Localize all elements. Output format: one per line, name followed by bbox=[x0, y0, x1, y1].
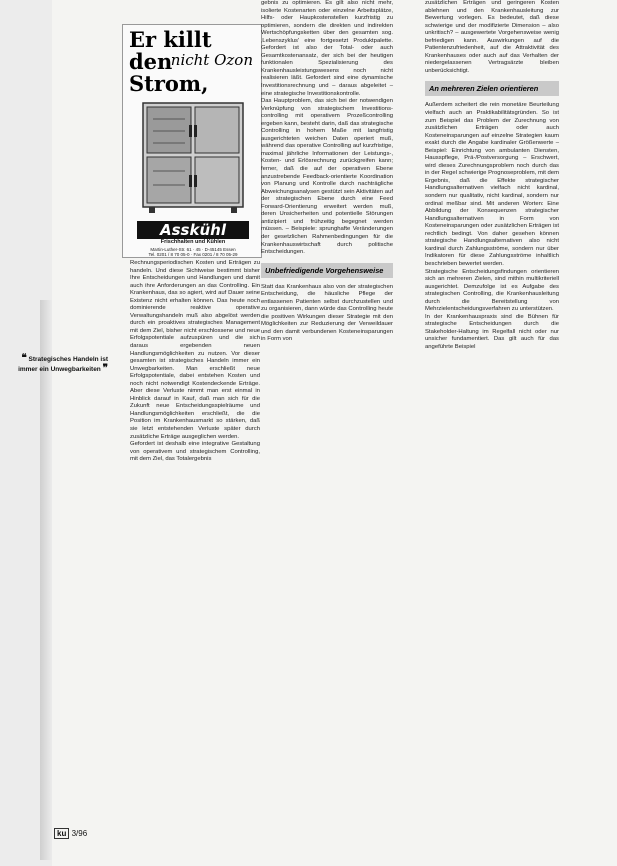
ad-address: Martin-Luther-Str. 61 · 45 · D-45145 Essen Tel. 0201 / 8 70 05-0 · Fax 0201 / 8 70 05-29 bbox=[148, 247, 238, 257]
article-column-2 bbox=[261, 0, 393, 344]
pull-quote bbox=[2, 354, 108, 374]
subheading-mehreren-zielen: An mehreren Zielen orientieren bbox=[425, 81, 559, 96]
quote-open-icon: ❝ bbox=[21, 353, 27, 364]
column-3-text-top: zusätzlichen Erträgen und geringeren Kosten ablehnen und den Krankenhausleitung zur Bewertung vorlegen. Es bedeutet, daß diese schwierige und der modifizierte Dimension – also unkritisch? – ausgewertete Vorgehensweise wenig befriedigen kann. Auswirkungen auf die Patientenzufriedenheit, auf die Attraktivität des Krankenhauses oder auch auf das Verhalten der niedergelassenen Vertragsärzte bleiben unberücksichtigt. bbox=[425, 0, 559, 74]
issue-number: 3/96 bbox=[71, 829, 88, 838]
article-column-3 bbox=[425, 0, 559, 352]
pull-quote-text: Strategisches Handeln ist immer ein Unwegbarkeiten bbox=[18, 356, 108, 373]
ad-headline: Er killt den Strom, bbox=[129, 27, 212, 96]
column-2-text-top: gebnis zu optimieren. Es gilt also nicht mehr, isolierte Kostenarten oder einzelne Arbeitsplätze, Hilfs- oder Haupkostenstellen kurzfristig zu optimieren, sondern die direkten und indirekten Wertschöpfungsketten über den gesamten sog. ‚Lebenszyklus' eine fortgesetzt Produktpalette. Gefordert ist also der Total- oder auch Gesamtkostenansatz, der sich bei der heutigen funktionalen Spezialisierung des Krankenhausleistungswesens noch nicht realisieren läßt. Gefordert sind eine dynamische Investitionsrechnung und – daraus abgeleitet – eine strategische Investitionskontrolle. Das Hauptproblem, das sich bei der notwendigen Verknüpfung von strategischem Investitions-controlling mit operativem Prozeßcontrolling ergeben kann, besteht darin, daß das strategische Controlling in hohem Maße mit langfristig ausgerichteten weichen Daten operiert muß, während das operative Controlling auf kurzfristige, maximal jährliche Informationen der Leistungs-, Kosten- und Erlösrechnung zurückgreifen kann; ferner, daß die auf der operativen Ebene anzustrebende Feedback-orientierte Koordination von Planung und Kontrolle durch nachträgliche Abweichungsanalysen gestützt sein Aktivitäten auf der strategischen Ebene durch eine Feed Forward-Orientierung erweitert werden muß, deren Unsicherheiten und potentielle Störungen antizipiert und frühzeitig begegnet werden müssen. – Beispiele: sprunghafte Veränderungen der gesetzlichen Rahmenbedingungen für die Krankenhauswirtschaft durch politische Entscheidungen. bbox=[261, 0, 393, 256]
magazine-logo-icon: ku bbox=[54, 828, 69, 839]
page-footer bbox=[54, 828, 87, 839]
ad-headline-sub: nicht Ozon bbox=[170, 51, 253, 69]
column-2-text-bottom: Statt das Krankenhaus also von der strategischen Entscheidung, die häusliche Pflege der entlassenen Patienten selbst durchzustellen und zu organisieren, dann würde das Controlling heute die positiven Wirkungen dieser Strategie mit den Möglichkeiten zur Reduzierung der Verweildauer und den damit verbundenen Kosteneinsparungen in Form von bbox=[261, 283, 393, 343]
column-3-text-bottom: Außerdem scheitert die rein monetäre Beurteilung vielfach auch an Praktikabilitätsgründen. So ist zum Beispiel das Problem der Zurechnung von zusätzlichen Erträgen oder auch Kosteneinsparungen auf einzelne Strategien kaum exakt durch die Angabe kardinaler Größenwerte – Beispiel: Einrichtung von ambulanten Diensten, Hausspflege, Prä-/Postversorgung – Erschwert, wird dieses Zurechnungsproblem noch durch das in der Regel schwierige Prognoseproblem, mit dem Ergebnis, daß die Effekte strategischer Handlungsalternativen vielfach nicht kardinal, sondern nur qualitativ, nicht kardinal, sondern nur ordinal meßbar sind. Mit anderen Worten: Eine Abbildung der Konsequenzen strategischer Handlungsalternativen in Form von Kosteneinsparungen oder zusätzlichen Erträgen ist rechtlich bedingt. Von daher gesehen können strategische Handlungsalternativen also nicht kardinal durch Zahlungsströme, sondern nur über Indikatoren für diese Zahlungsströme inhaltlich beschrieben bewertet werden. Strategische Entscheidungsfindungen orientieren sich an mehreren Zielen, sind mithin multikriteriell ausgerichtet. Demzufolge ist es Aufgabe des strategischen Controlling, die Krankenhausleitung durch die Bereitstellung von Mehrzielentscheidungsverfahren zu unterstützen. In der Krankenhauspraxis sind die Bühnen für strategische Entscheidungen durch die Stakeholder-Haltung im Regelfall nicht oder nur unsicher fundamentiert. Das gilt auch für das angeführte Beispiel bbox=[425, 102, 559, 350]
ad-tagline: Frischhalten und Kühlen bbox=[160, 239, 226, 245]
column-1-text: Rechnungsperiodischen Kosten und Erträgen zu handeln. Und diese Sichtweise bestimmt bisher Ihre Entscheidungen und Handlungen und damit auch ihre Anforderungen an das Controlling. Ein Krankenhaus, das so agiert, wird auf Dauer seine Existenz nicht erhalten können. Das heute noch dominierende reaktive operative Verwaltungshandeln muß also abgelöst werden durch ein proaktives strategisches Management mit dem Ziel, bisher nicht erschlossene und neue Erfolgspotentiale aufzuspüren und die sich daraus ergebenden neuen Handlungsmöglichkeiten zu nutzen. Vor dieser gesamten ist strategisches Handeln immer ein Unwegbarkeiten. Man erschließt neue Erfolgspotentiale, dabei entstehen Kosten und noch nicht notwendigt Kostendeckende Erträge. Aber diese Verluste nimmt man erst einmal in Hinblick darauf in Kauf, daß man sich für die Zukunft neue Entscheidungsspielräume und Handlungsmöglichkeiten erschließt, die die Position im Krankenhausmarkt so stärken, daß sie letzt entstehenden Verluste später durch zusätzliche Erträge ausgeglichen werden. Gefordert ist deshalb eine integrative Gestaltung von operativem und strategischem Controlling, mit dem Ziel, das Totalergebnis bbox=[130, 260, 260, 463]
quote-close-icon: ❞ bbox=[102, 363, 108, 374]
refrigerator-image bbox=[139, 97, 247, 215]
advertisement bbox=[122, 24, 262, 258]
subheading-unbefriedigende: Unbefriedigende Vorgehensweise bbox=[261, 263, 393, 278]
article-column-1 bbox=[130, 260, 260, 464]
ad-brand-logo: Asskühl bbox=[137, 221, 249, 239]
